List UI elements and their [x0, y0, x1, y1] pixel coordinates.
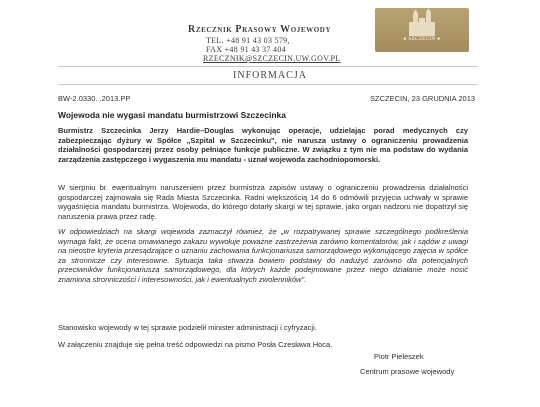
paragraph-lead: Burmistrz Szczecinka Jerzy Hardie–Douglas wykonując operacje, udzielając porad medycznych czy zabezpieczając dyżury w Spółce „Szpital w Szczecinku", nie narusza ustawy o ograniczeniu prowadzenia działalności gospodarczej przez osoby pełniące funkcje publiczne. W związku z tym nie ma podstaw do wydania zarządzenia zastępczego i wygaszenia mu mandatu - uznał wojewoda zachodniopomorski. [58, 126, 468, 164]
divider-bottom [58, 84, 478, 85]
castle-icon [375, 8, 469, 38]
voivodeship-logo [375, 8, 469, 52]
document-date: SZCZECIN, 23 GRUDNIA 2013 [370, 94, 476, 103]
signature-role: Centrum prasowe wojewody [360, 367, 455, 376]
document-type-title: INFORMACJA [233, 70, 307, 81]
header-email-link[interactable]: RZECZNIK@SZCZECIN.UW.GOV.PL [203, 54, 341, 63]
paragraph: Stanowisko wojewody w tej sprawie podzielił minister administracji i cyfryzacji. [58, 323, 317, 332]
divider-top [58, 66, 478, 67]
paragraph: W załączeniu znajduje się pełna treść odpowiedzi na pismo Posła Czesława Hoca. [58, 340, 333, 349]
headline: Wojewoda nie wygasi mandatu burmistrzowi Szczecinka [58, 110, 286, 120]
paragraph-quote: W odpowiedziach na skargi wojewoda zaznaczył również, że „w rozpatrywanej sprawie szczególnego podkreślenia wymaga fakt, że ocena omawianego zakazu wywołuje poważne zastrzeżenia zarówno komentatorów, jak i sądów z uwagi na nieostre kryteria przesądzające o uznaniu zachowania funkcjonariusza samorządowego wykonującego zajęcia w spółce za stronnicze czy interesowne. Sytuacja taka stwarza bowiem podstawy do nadużyć zarówno dla potencjalnych przeciwników funkcjonariusza samorządowego, dla których każde podejmowane przez niego działanie może nosić znamiona stronniczości i interesowności, jak i ewentualnych zwolenników". [58, 227, 468, 284]
header-phone: TEL. +48 91 43 03 579, [206, 36, 290, 45]
signature-name: Piotr Pieleszek [374, 352, 424, 361]
header-organization: Rzecznik Prasowy Wojewody [188, 24, 332, 35]
paragraph: W sierpniu br. ewentualnym naruszeniem przez burmistrza zapisów ustawy o ograniczeniu prowadzenia działalności gospodarczej zajmowała się Rada Miasta Szczecinka. Radni większością 14 do 6 odmówili przyjęcia uchwały w sprawie wygaśnięcia mandatu burmistrza. Wojewoda, do którego dotarły skargi w tej sprawie, jako organ nadzoru nie dopatrzył się naruszenia prawa przez radę. [58, 183, 468, 221]
reference-number: BW-2.0330. .2013.PP [58, 94, 131, 103]
header-fax: FAX +48 91 43 37 404 [206, 45, 286, 54]
logo-caption: ● SZCZECIN ● [403, 37, 441, 42]
